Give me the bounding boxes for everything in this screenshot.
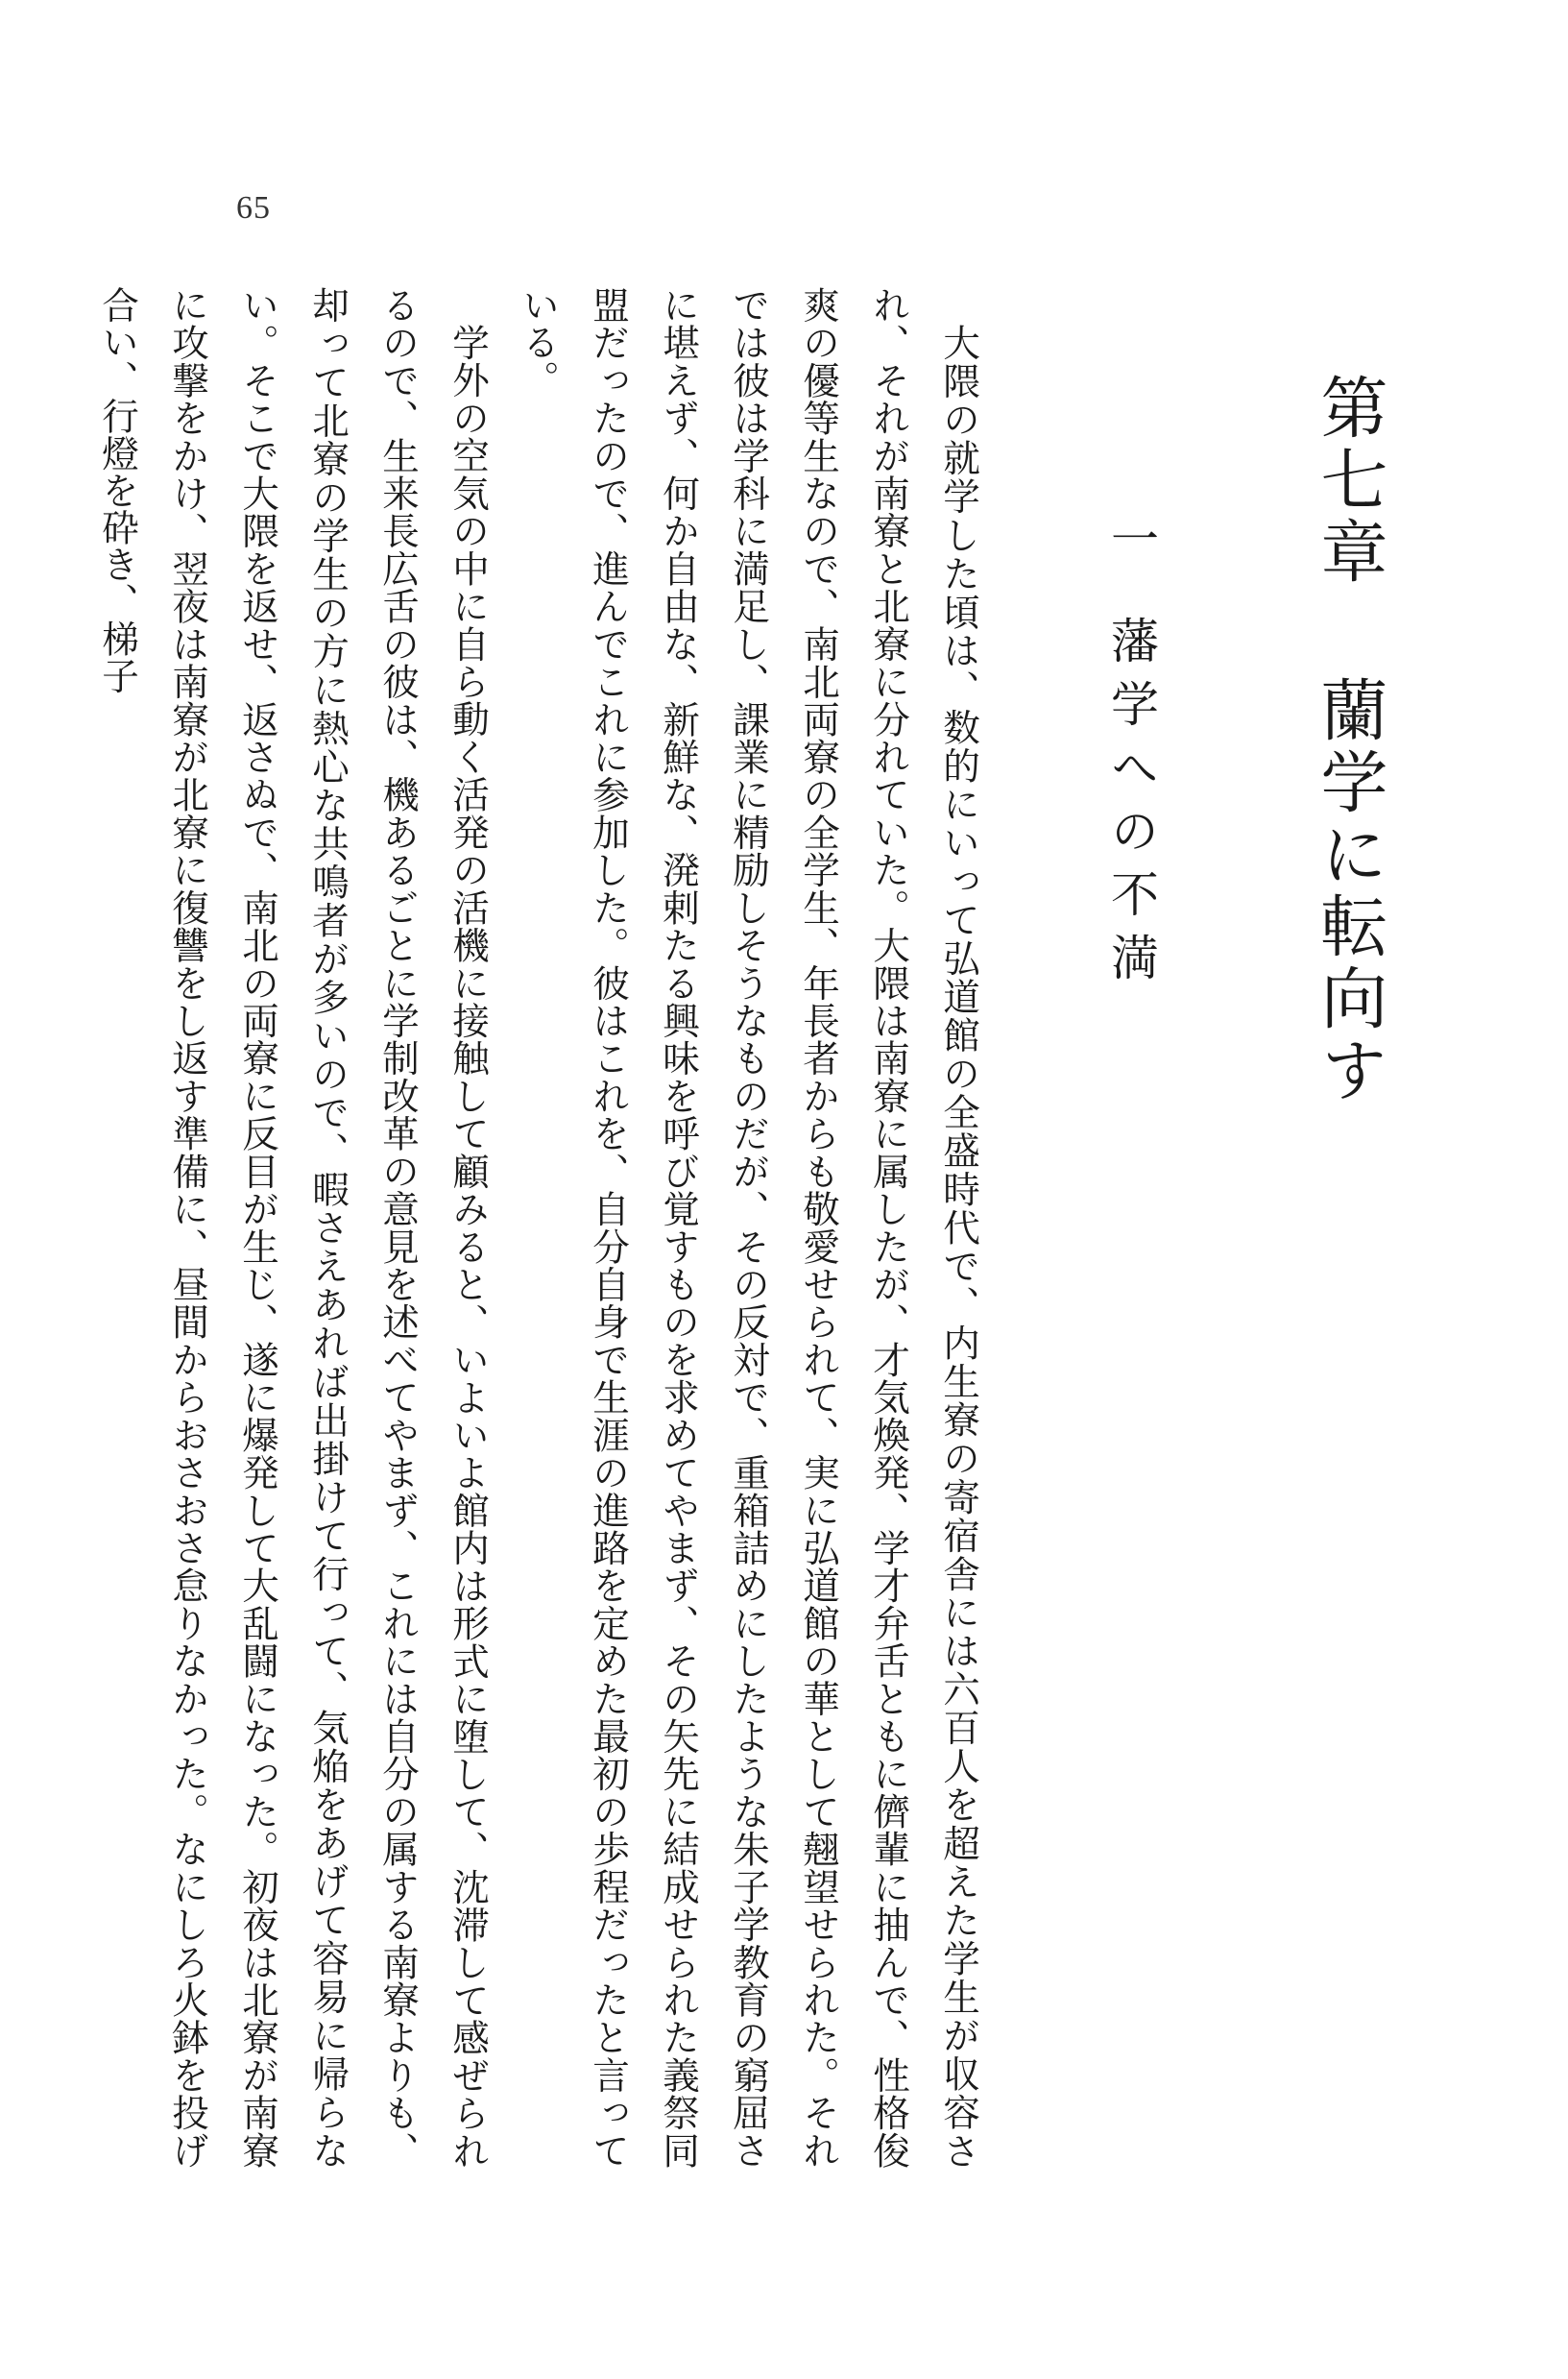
section-heading bbox=[1102, 514, 1160, 996]
page-number: 65 bbox=[236, 190, 271, 226]
body-paragraph-2: 学外の空気の中に自ら動く活発の活機に接触して顧みると、いよいよ館内は形式に堕して、沈滞して感ぜられるので、生来長広舌の彼は、機あるごとに学制改革の意見を述べてやまず、これには自分の属する南寮よりも、却って北寮の学生の方に熱心な共鳴者が多いので、暇さえあれば出掛けて行って、気焔をあげて容易に帰らない。そこで大隈を返せ、返さぬで、南北の両寮に反目が生じ、遂に爆発して大乱闘になった。初夜は北寮が南寮に攻撃をかけ、翌夜は南寮が北寮に復讐をし返す準備に、昼間からおさおさ怠りなかった。なにしろ火鉢を投げ合い、行燈を砕き、梯子 bbox=[96, 286, 490, 2169]
chapter-title: 蘭学に転向す bbox=[1310, 675, 1388, 1107]
chapter-label: 第七章 bbox=[1310, 373, 1388, 589]
section-title: 藩学への不満 bbox=[1103, 616, 1159, 996]
chapter-heading bbox=[1311, 373, 1387, 1107]
body-paragraph-1: 大隈の就学した頃は、数的にいって弘道館の全盛時代で、内生寮の寄宿舎には六百人を超えた学生が収容され、それが南寮と北寮に分れていた。大隈は南寮に属したが、才気煥発、学才弁舌ともに儕輩に抽んで、性格俊爽の優等生なので、南北両寮の全学生、年長者からも敬愛せられて、実に弘道館の華として翹望せられた。それでは彼は学科に満足し、課業に精励しそうなものだが、その反対で、重箱詰めにしたような朱子学教育の窮屈さに堪えず、何か自由な、新鮮な、溌剌たる興味を呼び覚すものを求めてやまず、その矢先に結成せられた義祭同盟だったので、進んでこれに参加した。彼はこれを、自分自身で生涯の進路を定めた最初の歩程だったと言っている。 bbox=[517, 286, 980, 2169]
section-number: 一 bbox=[1103, 514, 1159, 577]
body-text bbox=[96, 286, 994, 2169]
